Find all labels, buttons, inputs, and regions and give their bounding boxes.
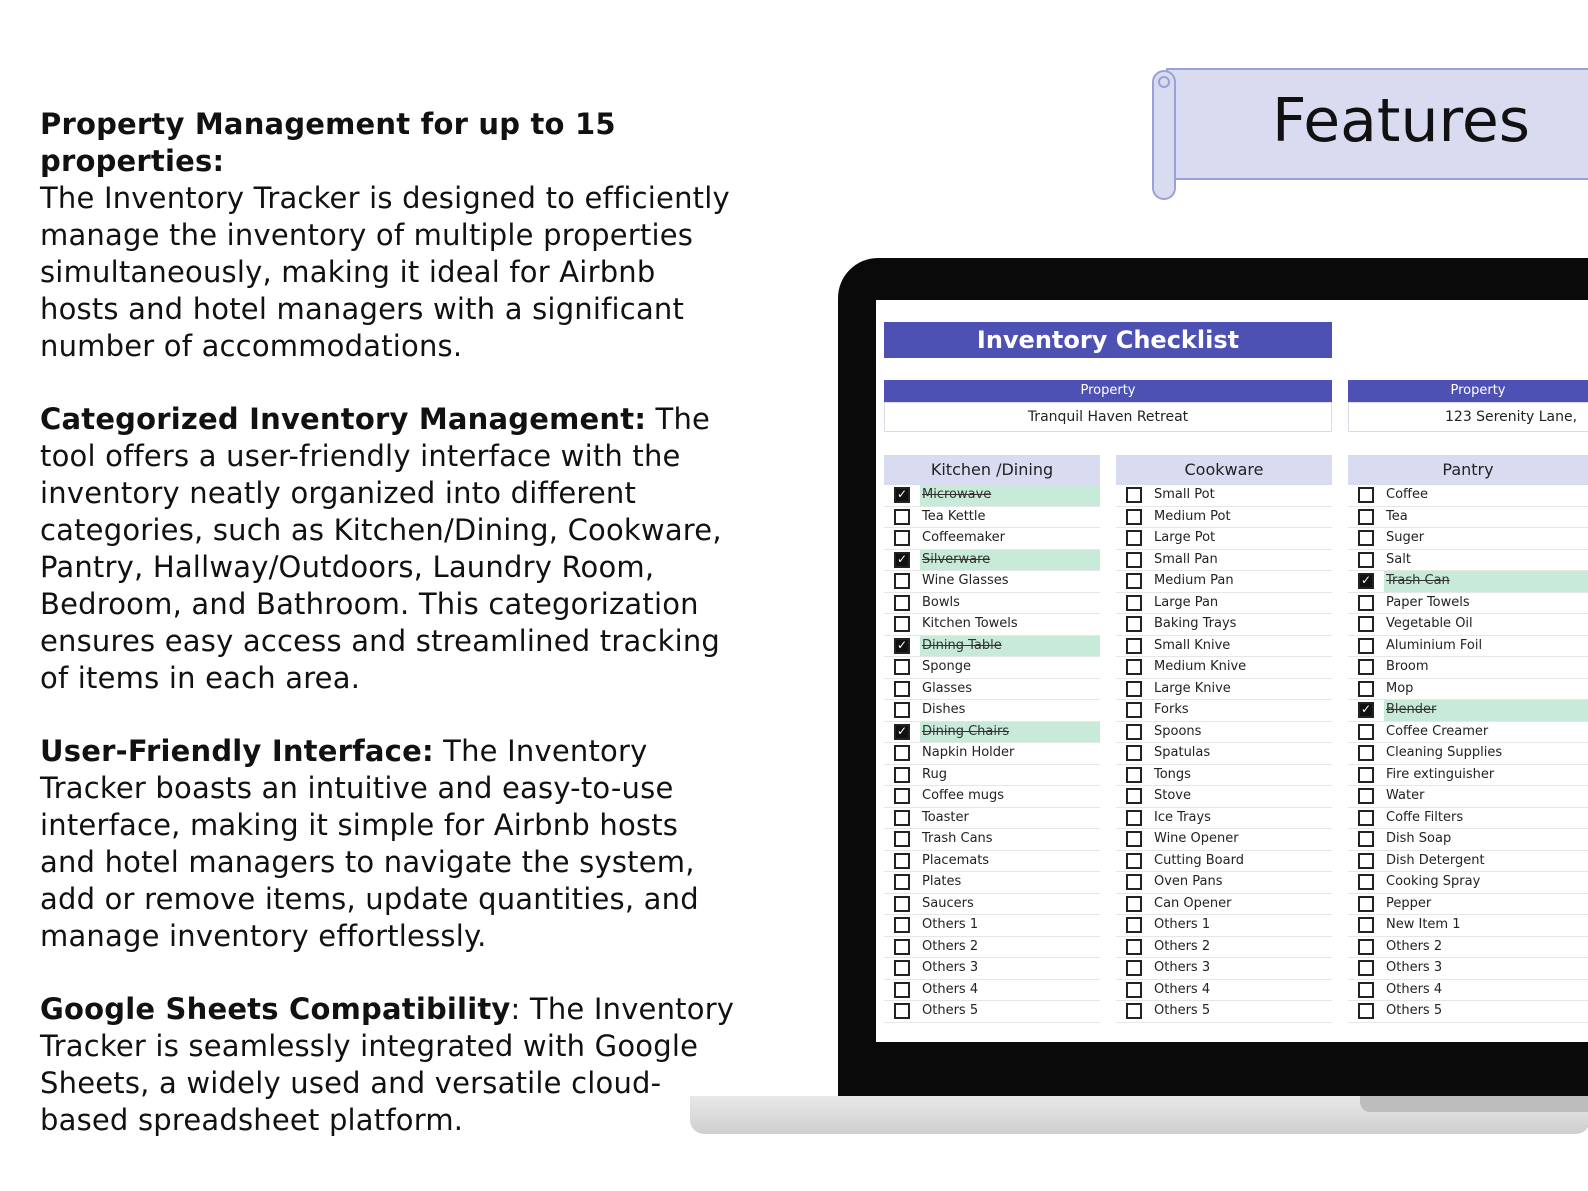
checkbox-icon[interactable] xyxy=(1126,552,1142,568)
checklist-item xyxy=(1348,636,1588,658)
checklist-item xyxy=(884,571,1100,593)
checkbox-icon[interactable] xyxy=(1126,530,1142,546)
item-label: Bowls xyxy=(922,594,960,610)
checkbox-icon[interactable] xyxy=(894,530,910,546)
checklist-item xyxy=(1348,958,1588,980)
checklist-item xyxy=(884,829,1100,851)
checklist-item xyxy=(884,980,1100,1002)
feature-paragraph xyxy=(40,106,740,365)
checkbox-icon[interactable] xyxy=(1358,853,1374,869)
checklist-item xyxy=(1348,722,1588,744)
checkbox-icon[interactable] xyxy=(894,681,910,697)
checkbox-icon[interactable] xyxy=(894,702,910,718)
checklist-item xyxy=(884,894,1100,916)
checkbox-icon[interactable] xyxy=(1358,982,1374,998)
checklist-item xyxy=(884,722,1100,744)
checklist-item xyxy=(1348,593,1588,615)
item-label: Toaster xyxy=(922,809,969,825)
checklist-item xyxy=(1116,636,1332,658)
checklist-item xyxy=(1348,507,1588,529)
checklist-item xyxy=(1116,765,1332,787)
checklist-item xyxy=(1348,786,1588,808)
checkbox-icon[interactable] xyxy=(1358,767,1374,783)
checkbox-icon[interactable] xyxy=(894,595,910,611)
checklist-item xyxy=(884,636,1100,658)
item-label: Dining Table xyxy=(920,636,1100,657)
checklist-item xyxy=(884,614,1100,636)
checkbox-icon[interactable] xyxy=(1126,659,1142,675)
checklist-item xyxy=(1348,915,1588,937)
checklist-item xyxy=(884,743,1100,765)
checklist-item xyxy=(1116,722,1332,744)
laptop-notch xyxy=(1360,1096,1588,1112)
feature-body: The Inventory Tracker boasts an intuitive and easy-to-use interface, making it simple for Airbnb hosts and hotel managers to navigate the system, add or remove items, update quantities, and manage inventory effortlessly. xyxy=(40,734,699,953)
checkbox-icon[interactable] xyxy=(1358,831,1374,847)
property-value[interactable]: 123 Serenity Lane, xyxy=(1348,402,1588,432)
checkbox-icon[interactable] xyxy=(894,874,910,890)
checkbox-icon[interactable] xyxy=(1358,638,1374,654)
checkbox-icon[interactable] xyxy=(1126,874,1142,890)
item-label: Glasses xyxy=(922,680,972,696)
checkbox-icon[interactable] xyxy=(1126,1003,1142,1019)
item-label: Others 4 xyxy=(922,981,979,997)
checklist-item xyxy=(1348,657,1588,679)
item-label: Coffee xyxy=(1386,487,1428,502)
item-label: Stove xyxy=(1154,788,1191,803)
checklist-item xyxy=(1116,528,1332,550)
checkbox-icon[interactable] xyxy=(1126,788,1142,804)
checkbox-icon[interactable] xyxy=(1126,745,1142,761)
checklist-item xyxy=(1348,872,1588,894)
checkbox-icon[interactable] xyxy=(1126,810,1142,826)
laptop-screen xyxy=(876,300,1588,1042)
category-column-kitchen-dining xyxy=(884,455,1100,1023)
category-header: Cookware xyxy=(1116,455,1332,485)
checkbox-icon[interactable] xyxy=(1126,573,1142,589)
checkbox-icon[interactable] xyxy=(894,745,910,761)
checklist-item xyxy=(884,593,1100,615)
checkbox-icon[interactable] xyxy=(1126,767,1142,783)
item-label: Baking Trays xyxy=(1154,616,1237,631)
checklist-item xyxy=(1116,507,1332,529)
item-label: Spoons xyxy=(1154,723,1202,739)
checkbox-icon[interactable] xyxy=(894,810,910,826)
checklist-item xyxy=(1348,550,1588,572)
banner-title: Features xyxy=(1272,86,1530,156)
item-label: Ice Trays xyxy=(1154,809,1211,825)
checklist-item xyxy=(884,765,1100,787)
checklist-item xyxy=(884,528,1100,550)
item-label: Medium Pot xyxy=(1154,508,1231,524)
item-label: Others 3 xyxy=(1386,960,1443,975)
item-label: Tongs xyxy=(1154,766,1191,782)
checklist-item xyxy=(1348,829,1588,851)
item-label: Vegetable Oil xyxy=(1386,616,1473,631)
item-label: Others 3 xyxy=(922,960,979,975)
checklist-item xyxy=(1116,550,1332,572)
checkbox-icon[interactable] xyxy=(894,616,910,632)
feature-heading: User-Friendly Interface: xyxy=(40,734,434,768)
checkbox-icon[interactable] xyxy=(894,788,910,804)
checklist-item xyxy=(1116,915,1332,937)
checkbox-icon[interactable] xyxy=(1358,595,1374,611)
checklist-item xyxy=(1116,1001,1332,1023)
checkbox-icon[interactable] xyxy=(1358,788,1374,804)
item-label: Aluminium Foil xyxy=(1386,637,1483,653)
item-label: Spatulas xyxy=(1154,745,1211,760)
checklist-item xyxy=(884,485,1100,507)
item-label: Large Pan xyxy=(1154,594,1219,610)
checklist-item xyxy=(1348,571,1588,593)
item-label: Fire extinguisher xyxy=(1386,766,1495,782)
item-label: Salt xyxy=(1386,551,1411,567)
item-label: Others 1 xyxy=(1154,917,1211,932)
checkbox-icon[interactable] xyxy=(894,853,910,869)
item-label: Trash Cans xyxy=(922,831,993,846)
checklist-item xyxy=(1116,485,1332,507)
item-label: Others 3 xyxy=(1154,960,1211,975)
checklist-item xyxy=(1348,528,1588,550)
item-label: Pepper xyxy=(1386,895,1432,911)
checklist-item xyxy=(1116,786,1332,808)
item-label: Microwave xyxy=(920,485,1100,506)
item-label: Oven Pans xyxy=(1154,874,1223,889)
item-label: Others 5 xyxy=(1154,1003,1211,1018)
item-label: Broom xyxy=(1386,659,1429,674)
checkbox-icon[interactable] xyxy=(1358,681,1374,697)
checklist-item xyxy=(1116,657,1332,679)
checkbox-icon[interactable] xyxy=(1126,982,1142,998)
item-label: Coffee Creamer xyxy=(1386,723,1489,739)
checkbox-icon[interactable] xyxy=(894,982,910,998)
checklist-item xyxy=(1116,571,1332,593)
checkbox-icon[interactable] xyxy=(1126,960,1142,976)
item-label: Saucers xyxy=(922,895,974,911)
checklist-item xyxy=(884,851,1100,873)
item-label: Coffeemaker xyxy=(922,530,1006,545)
feature-body: The tool offers a user-friendly interface with the inventory neatly organized into different categories, such as Kitchen/Dining, Cookware, Pantry, Hallway/Outdoors, Laundry Room, Bedroom, and Bathroom. This categorization ensures easy access and streamlined tracking of items in each area. xyxy=(40,402,722,695)
item-label: Others 5 xyxy=(1386,1003,1443,1018)
checkbox-checked-icon[interactable] xyxy=(894,638,910,654)
category-header: Kitchen /Dining xyxy=(884,455,1100,485)
checklist-item xyxy=(884,1001,1100,1023)
checklist-item xyxy=(884,679,1100,701)
checklist-item xyxy=(884,958,1100,980)
checkbox-icon[interactable] xyxy=(1358,917,1374,933)
checklist-item xyxy=(1348,700,1588,722)
item-label: Plates xyxy=(922,874,962,889)
item-label: Tea Kettle xyxy=(922,508,986,524)
item-label: Tea xyxy=(1386,508,1408,524)
item-label: Paper Towels xyxy=(1386,594,1470,610)
checkbox-icon[interactable] xyxy=(1358,616,1374,632)
item-label: Kitchen Towels xyxy=(922,616,1018,631)
checklist-item xyxy=(1348,894,1588,916)
checklist-item xyxy=(1348,1001,1588,1023)
item-label: Medium Knive xyxy=(1154,659,1247,674)
item-label: Others 2 xyxy=(1154,938,1211,954)
item-label: Small Knive xyxy=(1154,637,1231,653)
checklist-item xyxy=(1116,894,1332,916)
item-label: Others 1 xyxy=(922,917,979,932)
checkbox-icon[interactable] xyxy=(1358,960,1374,976)
item-label: Others 5 xyxy=(922,1003,979,1018)
checkbox-icon[interactable] xyxy=(1126,896,1142,912)
checklist-item xyxy=(1348,679,1588,701)
category-column-pantry xyxy=(1348,455,1588,1023)
checklist-item xyxy=(1116,958,1332,980)
checklist-item xyxy=(1116,829,1332,851)
checklist-item xyxy=(884,937,1100,959)
item-label: Cutting Board xyxy=(1154,852,1244,868)
checkbox-checked-icon[interactable] xyxy=(894,487,910,503)
item-label: Cooking Spray xyxy=(1386,874,1481,889)
checklist-item xyxy=(884,808,1100,830)
checkbox-icon[interactable] xyxy=(1126,831,1142,847)
checklist-item xyxy=(884,915,1100,937)
checkbox-icon[interactable] xyxy=(1126,702,1142,718)
feature-paragraph xyxy=(40,733,740,955)
item-label: Blender xyxy=(1384,700,1588,721)
item-label: Cleaning Supplies xyxy=(1386,745,1503,760)
checklist-item xyxy=(884,550,1100,572)
item-label: Others 4 xyxy=(1154,981,1211,997)
checkbox-icon[interactable] xyxy=(1358,1003,1374,1019)
item-label: Sponge xyxy=(922,659,971,674)
checkbox-icon[interactable] xyxy=(1126,509,1142,525)
checklist-item xyxy=(1116,851,1332,873)
checkbox-icon[interactable] xyxy=(1126,939,1142,955)
checkbox-icon[interactable] xyxy=(1358,810,1374,826)
item-label: Wine Opener xyxy=(1154,831,1239,846)
item-label: Coffe Filters xyxy=(1386,809,1464,825)
item-label: Small Pot xyxy=(1154,487,1215,502)
item-label: Large Pot xyxy=(1154,530,1216,545)
checkbox-icon[interactable] xyxy=(1126,595,1142,611)
checkbox-icon[interactable] xyxy=(894,960,910,976)
checkbox-icon[interactable] xyxy=(894,896,910,912)
item-label: Large Knive xyxy=(1154,680,1231,696)
checkbox-icon[interactable] xyxy=(1358,939,1374,955)
checkbox-icon[interactable] xyxy=(1358,487,1374,503)
checklist-item xyxy=(1116,872,1332,894)
checklist-item xyxy=(1116,743,1332,765)
checklist-item xyxy=(1348,937,1588,959)
checkbox-icon[interactable] xyxy=(1126,638,1142,654)
checkbox-icon[interactable] xyxy=(894,831,910,847)
checklist-item xyxy=(1348,485,1588,507)
item-label: Dishes xyxy=(922,702,966,717)
item-label: Can Opener xyxy=(1154,895,1232,911)
checkbox-icon[interactable] xyxy=(1358,530,1374,546)
feature-heading: Google Sheets Compatibility xyxy=(40,992,511,1026)
checklist-item xyxy=(1116,980,1332,1002)
item-label: Others 4 xyxy=(1386,981,1443,997)
item-label: Rug xyxy=(922,766,947,782)
checkbox-checked-icon[interactable] xyxy=(1358,573,1374,589)
checklist-item xyxy=(1116,679,1332,701)
feature-descriptions xyxy=(40,106,740,1175)
item-label: Trash Can xyxy=(1384,571,1588,592)
checklist-item xyxy=(1348,614,1588,636)
checklist-item xyxy=(1348,765,1588,787)
item-label: Coffee mugs xyxy=(922,788,1005,803)
sheet-title: Inventory Checklist xyxy=(884,322,1332,358)
checkbox-icon[interactable] xyxy=(894,659,910,675)
checklist-item xyxy=(1348,851,1588,873)
category-column-cookware xyxy=(1116,455,1332,1023)
item-label: New Item 1 xyxy=(1386,917,1461,932)
checklist-item xyxy=(884,872,1100,894)
checklist-item xyxy=(1116,593,1332,615)
item-label: Forks xyxy=(1154,702,1189,717)
item-label: Dish Detergent xyxy=(1386,852,1485,868)
property-header: Property xyxy=(884,380,1332,402)
checkbox-icon[interactable] xyxy=(894,767,910,783)
checkbox-icon[interactable] xyxy=(1126,487,1142,503)
item-label: Others 2 xyxy=(922,938,979,954)
checklist-item xyxy=(1348,743,1588,765)
feature-paragraph xyxy=(40,991,740,1139)
checkbox-checked-icon[interactable] xyxy=(1358,702,1374,718)
feature-paragraph xyxy=(40,401,740,697)
item-label: Silverware xyxy=(920,550,1100,571)
item-label: Placemats xyxy=(922,852,990,868)
checkbox-icon[interactable] xyxy=(1358,659,1374,675)
item-label: Dining Chairs xyxy=(920,722,1100,743)
checkbox-icon[interactable] xyxy=(894,573,910,589)
checkbox-checked-icon[interactable] xyxy=(894,724,910,740)
scroll-roll-icon xyxy=(1152,70,1176,200)
checklist-item xyxy=(884,657,1100,679)
checkbox-icon[interactable] xyxy=(1358,509,1374,525)
checkbox-icon[interactable] xyxy=(894,917,910,933)
checkbox-icon[interactable] xyxy=(1126,917,1142,933)
checklist-item xyxy=(884,786,1100,808)
property-header: Property xyxy=(1348,380,1588,402)
checklist-item xyxy=(884,700,1100,722)
item-label: Water xyxy=(1386,788,1425,803)
checkbox-icon[interactable] xyxy=(1358,896,1374,912)
item-label: Dish Soap xyxy=(1386,831,1452,846)
checklist-item xyxy=(884,507,1100,529)
property-value[interactable]: Tranquil Haven Retreat xyxy=(884,402,1332,432)
checklist-item xyxy=(1116,700,1332,722)
checkbox-icon[interactable] xyxy=(1358,874,1374,890)
checkbox-icon[interactable] xyxy=(894,939,910,955)
item-label: Napkin Holder xyxy=(922,745,1015,760)
feature-body: The Inventory Tracker is designed to efficiently manage the inventory of multiple properties simultaneously, making it ideal for Airbnb hosts and hotel managers with a significant number of accommodations. xyxy=(40,181,730,363)
checklist-item xyxy=(1348,980,1588,1002)
checkbox-icon[interactable] xyxy=(1126,853,1142,869)
item-label: Suger xyxy=(1386,530,1425,545)
checkbox-icon[interactable] xyxy=(1358,552,1374,568)
feature-heading: Categorized Inventory Management: xyxy=(40,402,647,436)
checklist-item xyxy=(1116,614,1332,636)
item-label: Medium Pan xyxy=(1154,573,1234,588)
checklist-item xyxy=(1116,937,1332,959)
checkbox-icon[interactable] xyxy=(1126,616,1142,632)
item-label: Wine Glasses xyxy=(922,573,1009,588)
feature-body: : The Inventory Tracker is seamlessly integrated with Google Sheets, a widely used and versatile cloud-based spreadsheet platform. xyxy=(40,992,735,1137)
item-label: Others 2 xyxy=(1386,938,1443,954)
item-label: Mop xyxy=(1386,680,1414,696)
checkbox-icon[interactable] xyxy=(1126,724,1142,740)
checkbox-icon[interactable] xyxy=(1358,745,1374,761)
item-label: Small Pan xyxy=(1154,551,1218,567)
checkbox-icon[interactable] xyxy=(1126,681,1142,697)
feature-heading: Property Management for up to 15 properties: xyxy=(40,107,616,178)
checkbox-icon[interactable] xyxy=(1358,724,1374,740)
checkbox-checked-icon[interactable] xyxy=(894,552,910,568)
checklist-item xyxy=(1116,808,1332,830)
checklist-item xyxy=(1348,808,1588,830)
checkbox-icon[interactable] xyxy=(894,509,910,525)
checkbox-icon[interactable] xyxy=(894,1003,910,1019)
category-header: Pantry xyxy=(1348,455,1588,485)
